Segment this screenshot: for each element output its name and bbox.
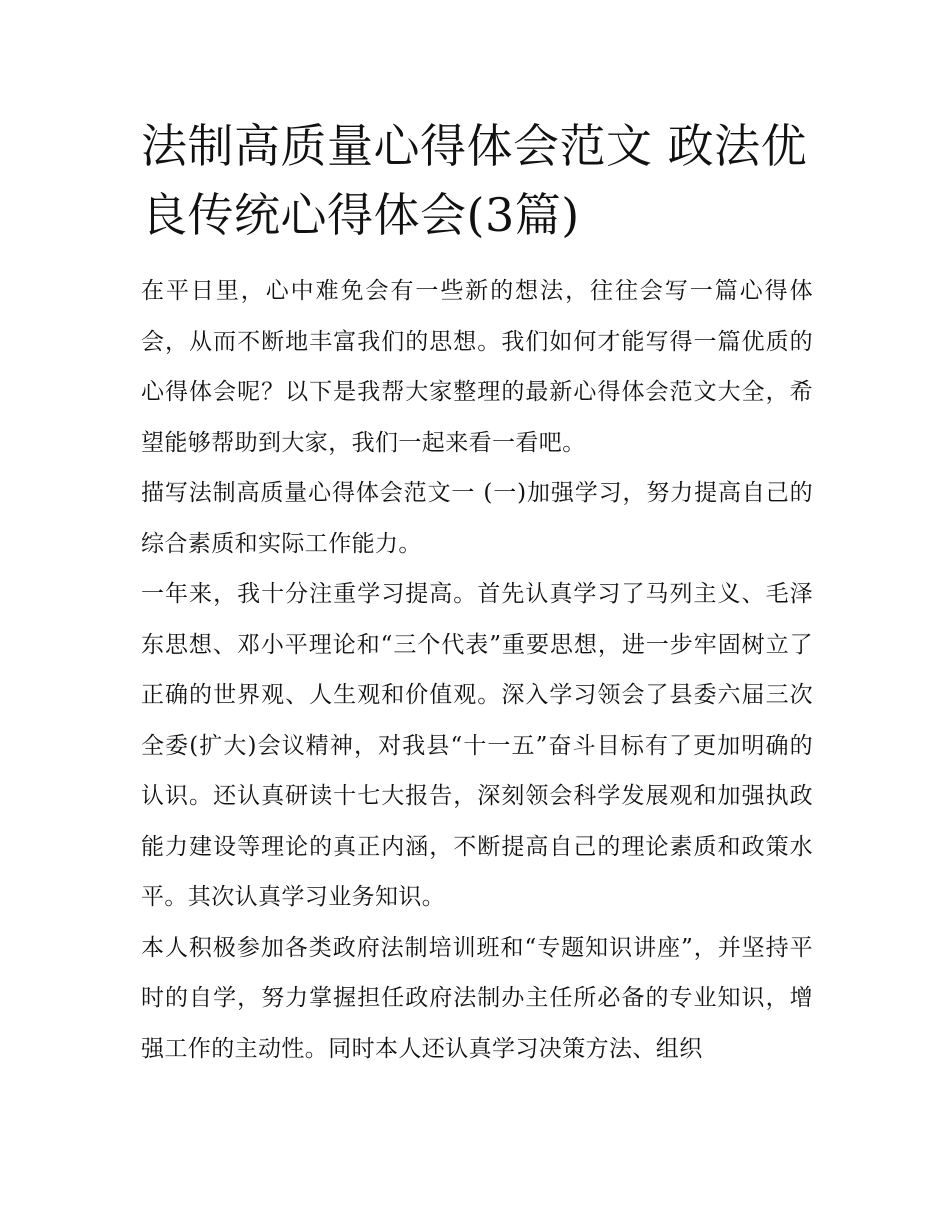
document-body [141,266,813,1074]
document-page [141,112,813,1074]
paragraph-section-heading: 描写法制高质量心得体会范文一 (一)加强学习，努力提高自己的综合素质和实际工作能力。 [141,480,813,557]
paragraph-training: 本人积极参加各类政府法制培训班和“专题知识讲座”，并坚持平时的自学，努力掌握担任政府法制办主任所必备的专业知识，增强工作的主动性。同时本人还认真学习决策方法、组织 [141,934,813,1062]
paragraph-study: 一年来，我十分注重学习提高。首先认真学习了马列主义、毛泽东思想、邓小平理论和“三个代表”重要思想，进一步牢固树立了正确的世界观、人生观和价值观。深入学习领会了县委六届三次全委(扩大)会议精神，对我县“十一五”奋斗目标有了更加明确的认识。还认真研读十七大报告，深刻领会科学发展观和加强执政能力建设等理论的真正内涵，不断提高自己的理论素质和政策水平。其次认真学习业务知识。 [141,581,813,910]
paragraph-intro: 在平日里，心中难免会有一些新的想法，往往会写一篇心得体会，从而不断地丰富我们的思想。我们如何才能写得一篇优质的心得体会呢？以下是我帮大家整理的最新心得体会范文大全，希望能够帮助到大家，我们一起来看一看吧。 [141,278,813,456]
document-title: 法制高质量心得体会范文 政法优良传统心得体会(3篇) [141,119,808,242]
